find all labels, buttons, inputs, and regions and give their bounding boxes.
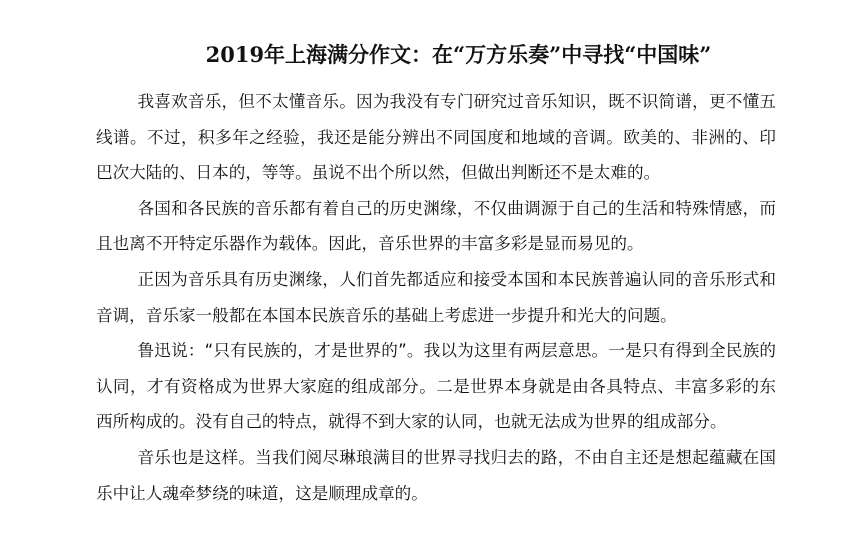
paragraph-5: 音乐也是这样。当我们阅尽琳琅满目的世界寻找归去的路，不由自主还是想起蕴藏在国乐中让人魂牵梦绕的味道，这是顺理成章的。 — [96, 447, 776, 503]
paragraph-2: 各国和各民族的音乐都有着自己的历史渊缘，不仅曲调源于自己的生活和特殊情感，而且也离不开特定乐器作为载体。因此，音乐世界的丰富多彩是显而易见的。 — [96, 198, 776, 254]
paragraph-1: 我喜欢音乐，但不太懂音乐。因为我没有专门研究过音乐知识，既不识简谱，更不懂五线谱。不过，积多年之经验，我还是能分辨出不同国度和地域的音调。欧美的、非洲的、印巴次大陆的、日本的，等等。虽说不出个所以然，但做出判断还不是太难的。 — [96, 92, 776, 183]
article-body — [96, 84, 776, 511]
paragraph-4: 鲁迅说：“只有民族的，才是世界的”。我以为这里有两层意思。一是只有得到全民族的认同，才有资格成为世界大家庭的组成部分。二是世界本身就是由各具特点、丰富多彩的东西所构成的。没有自己的特点，就得不到大家的认同，也就无法成为世界的组成部分。 — [96, 341, 776, 432]
paragraph-3: 正因为音乐具有历史渊缘，人们首先都适应和接受本国和本民族普遍认同的音乐形式和音调，音乐家一般都在本国本民族音乐的基础上考虑进一步提升和光大的问题。 — [96, 269, 776, 325]
article-title: 2019年上海满分作文：在“万方乐奏”中寻找“中国味” — [205, 42, 712, 67]
